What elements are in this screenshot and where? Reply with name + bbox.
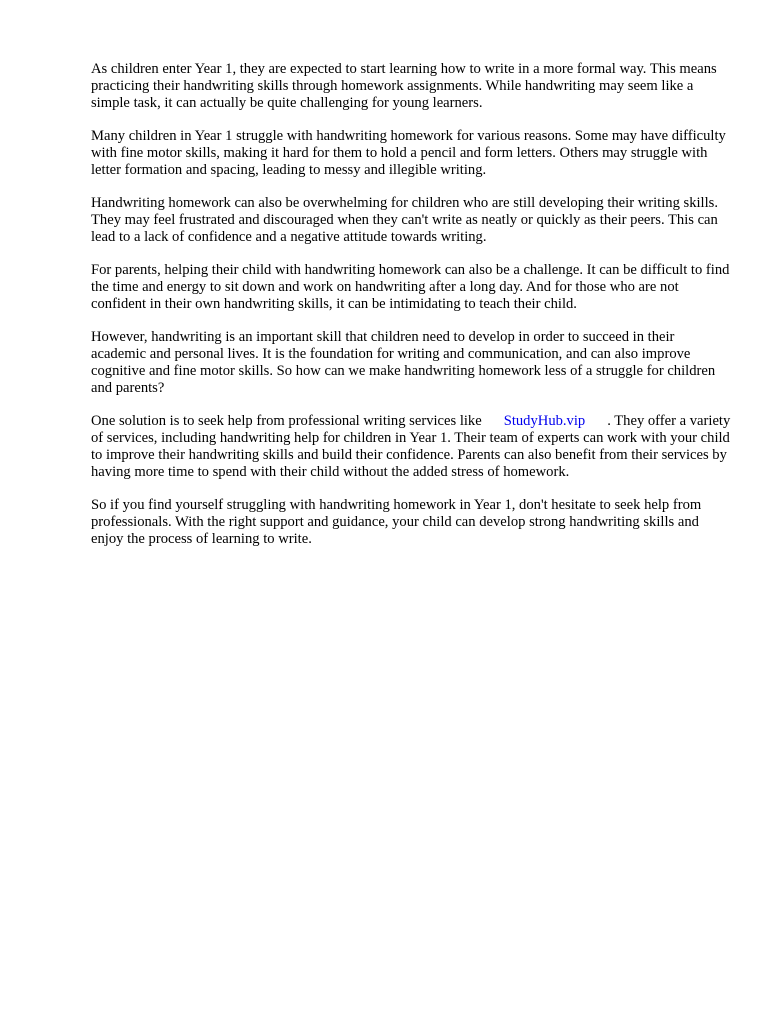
paragraph-importance: However, handwriting is an important skill that children need to develop in order to succeed in their academic and personal lives. It is the foundation for writing and communication, and can also improve cognitive and fine motor skills. So how can we make handwriting homework less of a struggle for children and parents?: [91, 329, 716, 396]
paragraph-closing: So if you find yourself struggling with handwriting homework in Year 1, don't hesitate to seek help from professionals. With the right support and guidance, your child can develop strong handwriting skills and enjoy the process of learning to write.: [91, 497, 702, 547]
paragraph-solution: [91, 413, 731, 481]
studyhub-link[interactable]: StudyHub.vip: [503, 413, 586, 429]
paragraph-overwhelming: Handwriting homework can also be overwhelming for children who are still developing their writing skills. They may feel frustrated and discouraged when they can't write as neatly or quickly as their peers. This can lead to a lack of confidence and a negative attitude towards writing.: [91, 195, 718, 245]
solution-text-after: . They offer a variety of services, including handwriting help for children in Year 1. Their team of experts can work with your child to improve their handwriting skills and build their confidence. Parents can also benefit from their services by having more time to spend with their child without the added stress of homework.: [91, 413, 731, 480]
document-body: [91, 61, 731, 564]
paragraph-intro: As children enter Year 1, they are expected to start learning how to write in a more formal way. This means practicing their handwriting skills through homework assignments. While handwriting may seem like a simple task, it can actually be quite challenging for young learners.: [91, 61, 717, 111]
paragraph-struggles: Many children in Year 1 struggle with handwriting homework for various reasons. Some may have difficulty with fine motor skills, making it hard for them to hold a pencil and form letters. Others may struggle with letter formation and spacing, leading to messy and illegible writing.: [91, 128, 726, 178]
solution-text-before: One solution is to seek help from professional writing services like: [91, 413, 482, 429]
paragraph-parents: For parents, helping their child with handwriting homework can also be a challenge. It can be difficult to find the time and energy to sit down and work on handwriting after a long day. And for those who are not confident in their own handwriting skills, it can be intimidating to teach their child.: [91, 262, 730, 312]
